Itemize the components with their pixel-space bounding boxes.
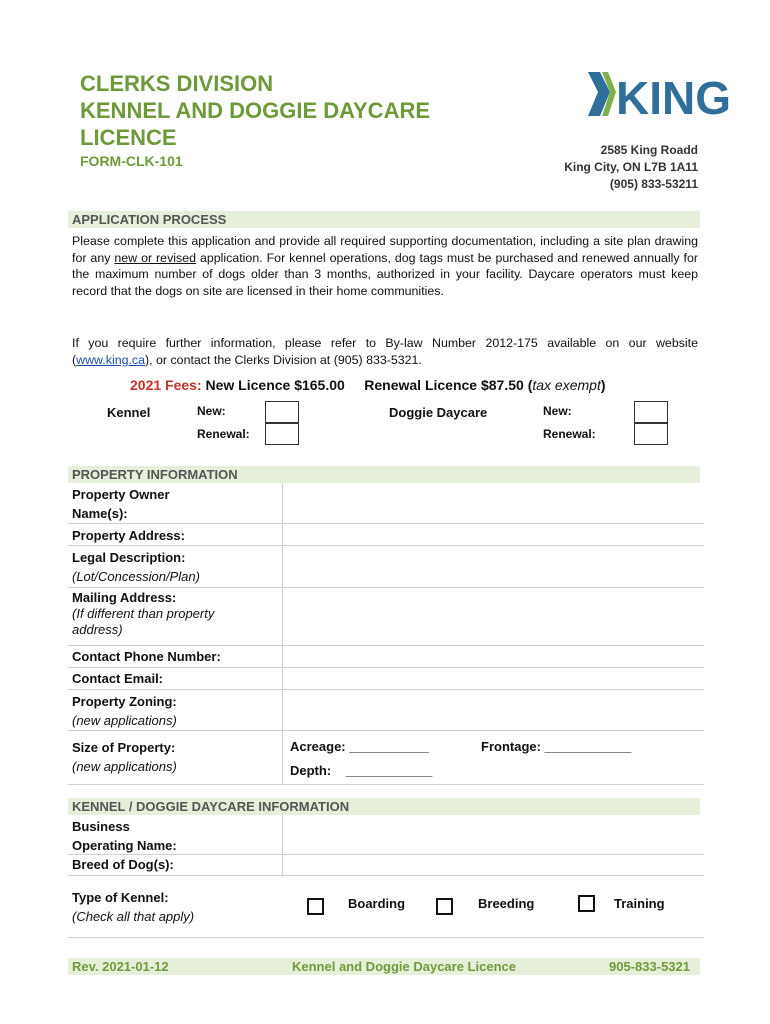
title-line-3: LICENCE — [80, 125, 177, 150]
daycare-renewal-label: Renewal: — [543, 427, 596, 441]
fees-renewal: Renewal Licence $87.50 ( — [364, 377, 533, 393]
owner-label: Property Owner Name(s): — [72, 487, 170, 521]
breed-label: Breed of Dog(s): — [72, 857, 174, 872]
title-line-1: CLERKS DIVISION — [80, 71, 274, 96]
business-name-label: Business Operating Name: — [72, 819, 177, 853]
frontage-field[interactable]: Frontage: ____________ — [481, 739, 632, 754]
address-phone: (905) 833-53211 — [609, 177, 698, 191]
kennel-type-label: Type of Kennel: (Check all that apply) — [72, 890, 195, 924]
address-city: King City, ON L7B 1A11 — [564, 160, 698, 174]
fees-line: 2021 Fees: New Licence $165.00 Renewal Licence $87.50 (tax exempt) — [130, 377, 606, 393]
kennel-renewal-box[interactable] — [265, 423, 299, 445]
page-footer — [68, 958, 700, 975]
kennel-new-label: New: — [197, 404, 226, 418]
footer-phone: 905-833-5321 — [609, 959, 690, 974]
training-label: Training — [614, 896, 665, 911]
breed-field[interactable] — [284, 857, 702, 875]
new-or-revised-text: new or revised — [114, 250, 196, 265]
fees-label: 2021 Fees: — [130, 377, 202, 393]
application-paragraph-1: Please complete this application and provide all required supporting documentation, including a site plan drawing for any new or revised application. For kennel operations, dog tags must be purchased and renewed annually for the maximum number of dogs older than 3 months, authorized in your facility. Daycare operators must keep record that the dogs on site are licensed in their home communities. — [72, 234, 699, 298]
fees-new: New Licence $165.00 — [205, 377, 345, 393]
contact-email-label: Contact Email: — [72, 671, 164, 686]
property-address-field[interactable] — [284, 526, 702, 545]
property-address-label: Property Address: — [72, 528, 185, 543]
mailing-address-field[interactable] — [284, 590, 702, 644]
address-block — [564, 142, 698, 193]
contact-phone-field[interactable] — [284, 648, 702, 667]
property-section-heading: PROPERTY INFORMATION — [68, 466, 700, 483]
boarding-label: Boarding — [348, 896, 406, 911]
daycare-label: Doggie Daycare — [389, 405, 488, 420]
zoning-label: Property Zoning: (new applications) — [72, 694, 177, 728]
legal-description-field[interactable] — [284, 548, 702, 586]
kennel-renewal-label: Renewal: — [197, 427, 250, 441]
application-paragraph-2: If you require further information, please refer to By-law Number 2012-175 available on our website (www.king.ca), or contact the Clerks Division at (905) 833-5321. — [72, 336, 698, 367]
contact-email-field[interactable] — [284, 670, 702, 689]
daycare-new-box[interactable] — [634, 401, 668, 423]
kennel-info-section-heading: KENNEL / DOGGIE DAYCARE INFORMATION — [68, 798, 700, 815]
business-name-field[interactable] — [284, 817, 702, 853]
acreage-field[interactable]: Acreage: ___________ — [290, 739, 429, 754]
training-checkbox[interactable] — [578, 895, 595, 912]
mailing-address-label: Mailing Address: (If different than property address) — [72, 590, 215, 637]
zoning-field[interactable] — [284, 692, 702, 729]
depth-field[interactable]: Depth: ____________ — [290, 763, 433, 778]
breeding-label: Breeding — [478, 896, 535, 911]
application-section-heading: APPLICATION PROCESS — [68, 211, 700, 228]
king-logo — [586, 68, 731, 124]
logo-text: KING — [616, 72, 731, 124]
page-title — [80, 70, 430, 151]
size-label: Size of Property: (new applications) — [72, 740, 177, 774]
footer-title: Kennel and Doggie Daycare Licence — [292, 959, 516, 974]
footer-revision: Rev. 2021-01-12 — [72, 959, 169, 974]
title-line-2: KENNEL AND DOGGIE DAYCARE — [80, 98, 431, 123]
website-link[interactable]: www.king.ca — [76, 352, 146, 367]
contact-phone-label: Contact Phone Number: — [72, 649, 221, 664]
form-id: FORM-CLK-101 — [80, 153, 183, 169]
daycare-new-label: New: — [543, 404, 572, 418]
breeding-checkbox[interactable] — [436, 898, 453, 915]
address-street: 2585 King Roadd — [600, 143, 698, 157]
kennel-new-box[interactable] — [265, 401, 299, 423]
fees-tax: tax exempt — [532, 377, 601, 393]
kennel-label: Kennel — [107, 405, 151, 420]
legal-description-label: Legal Description: (Lot/Concession/Plan) — [72, 550, 200, 584]
boarding-checkbox[interactable] — [307, 898, 324, 915]
daycare-renewal-box[interactable] — [634, 423, 668, 445]
owner-name-field[interactable] — [284, 485, 702, 522]
